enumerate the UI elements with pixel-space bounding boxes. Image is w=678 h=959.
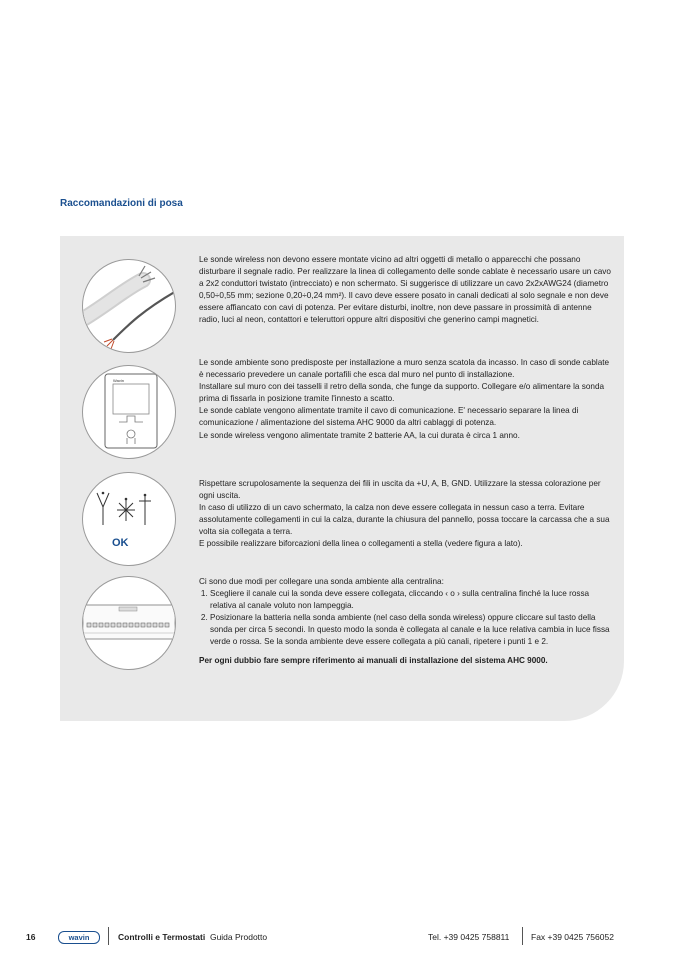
- pairing-step-1: 1. Scegliere il canale cui la sonda deve essere collegata, cliccando ‹ o › sulla centralina finché la luce rossa relativa al canale voluto non lampeggia.: [210, 588, 611, 612]
- wiring-paragraph-1: Rispettare scrupolosamente la sequenza dei fili in uscita da +U, A, B, GND. Utilizzare la stessa colorazione per ogni uscita.: [199, 479, 601, 501]
- recommendations-panel: [60, 236, 624, 721]
- footer-divider: [108, 927, 109, 945]
- fax: Fax +39 0425 756052: [531, 932, 614, 942]
- installation-paragraph-1: Le sonde ambiente sono predisposte per installazione a muro senza scatola da incasso. In caso di sonde cablate è necessario prevedere un canale portafili che esca dal muro nel punto di installazione.: [199, 358, 610, 380]
- room-sensor-icon: [83, 366, 175, 458]
- wiring-paragraph-2: In caso di utilizzo di un cavo schermato, la calza non deve essere collegata in nessun caso a terra. Evitare assolutamente collegamenti in cui la calza, durante la chiusura del pannello, possa toccare la carcassa che a sua volta sia collegata a terra.: [199, 503, 610, 537]
- controller-icon: [83, 577, 175, 669]
- ok-label: OK: [112, 537, 129, 549]
- pairing-steps: [199, 588, 611, 648]
- installation-paragraph-3: Le sonde cablate vengono alimentate tramite il cavo di comunicazione. E' necessario separare la linea di comunicazione / alimentazione del sistema AHC 9000 da altri cablaggi di potenza.: [199, 406, 579, 428]
- cable-illustration: [82, 259, 176, 353]
- installation-paragraph-4: Le sonde wireless vengono alimentate tramite 2 batterie AA, la cui durata è circa 1 anno.: [199, 430, 520, 440]
- controller-illustration: [82, 576, 176, 670]
- wiring-paragraph-3: E possibile realizzare biforcazioni della linea o collegamenti a stella (vedere figura a lato).: [199, 539, 523, 549]
- manual-note: Per ogni dubbio fare sempre riferimento ai manuali di installazione del sistema AHC 9000.: [199, 655, 548, 665]
- document-title: [118, 932, 267, 942]
- page-number: 16: [26, 932, 36, 942]
- installation-paragraph-2: Installare sul muro con dei tasselli il retro della sonda, che funge da supporto. Collegare e/o alimentare la sonda prima di fissarla in posizione tramite l'innesto a scatto.: [199, 382, 605, 404]
- wavin-logo: wavin: [58, 931, 100, 944]
- footer-divider-2: [522, 927, 523, 945]
- device-label: Wavin: [113, 378, 124, 383]
- text-block-cabling: [199, 254, 611, 327]
- document-subtitle: Guida Prodotto: [209, 932, 268, 942]
- telephone: Tel. +39 0425 758811: [428, 932, 510, 942]
- sensor-illustration: [82, 365, 176, 459]
- cabling-paragraph: Le sonde wireless non devono essere montate vicino ad altri oggetti di metallo o apparecchi che possano disturbare il segnale radio. Per realizzare la linea di collegamento delle sonde cablate è necessario usare un cavo a 2x2 conduttori twistato (intrecciato) e non schermato. Si suggerisce di utilizzare un cavo 2x2xAWG24 (diametro 0,50÷0,55 mm; sezione 0,20÷0,24 mm²). Il cavo deve essere posato in canali dedicati al solo segnale e non deve essere affiancato con cavi di potenza. Per evitare disturbi, inoltre, non deve passare in prossimità di antenne radio, luci al neon, contattori e teleruttori oppure altri dispositivi che generino campi magnetici.: [199, 255, 611, 325]
- pairing-intro: Ci sono due modi per collegare una sonda ambiente alla centralina:: [199, 577, 444, 586]
- pairing-step-2: 2. Posizionare la batteria nella sonda ambiente (nel caso della sonda wireless) oppure cliccare sul tasto della sonda per circa 5 secondi. In questo modo la sonda è collegata al canale e la luce relativa cambia in luce fissa verde o rossa. Se la sonda ambiente deve essere collegata a più canali, ripetere i punti 1 e 2.: [210, 612, 611, 648]
- star-topology-icon: [83, 473, 175, 565]
- page-footer: [0, 931, 678, 945]
- text-block-pairing: [199, 576, 611, 667]
- text-block-wiring: [199, 478, 611, 551]
- cable-icon: [83, 260, 175, 352]
- wiring-illustration: [82, 472, 176, 566]
- document-title-bold: Controlli e Termostati: [118, 932, 206, 942]
- text-block-installation: [199, 357, 611, 442]
- section-title: Raccomandazioni di posa: [60, 198, 183, 209]
